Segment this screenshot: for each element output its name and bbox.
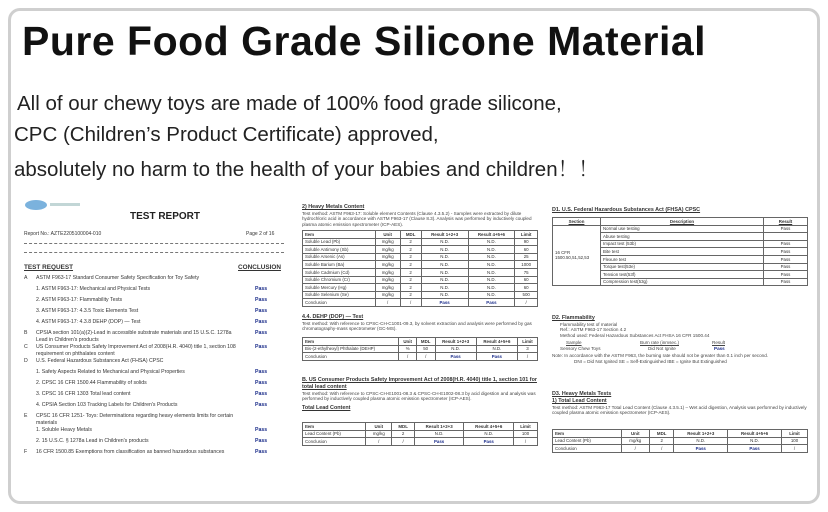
row-letter: B — [24, 330, 28, 336]
table-row — [303, 430, 538, 438]
table-cell: N.D. — [468, 276, 515, 284]
section-heading: 2) Heavy Metals Content — [302, 204, 365, 210]
table-cell: / — [518, 353, 538, 361]
table-header-cell: Section — [553, 218, 601, 226]
table-cell: N.D. — [435, 345, 476, 353]
table-cell: N.D. — [421, 284, 468, 292]
report-row — [24, 330, 288, 343]
table-cell: / — [650, 445, 674, 453]
table-header-cell: Result 4+5+6 — [468, 231, 515, 239]
row-result: Pass — [255, 319, 268, 325]
table-header-cell: Unit — [366, 423, 392, 431]
row-text: CPSIA section 101(a)(2)-Lead in accessible substrate materials and 15 U.S.C. 1278a Lead in Children's products — [36, 330, 232, 343]
table-cell: Torque test(53e) — [601, 263, 764, 271]
report-row — [24, 344, 288, 357]
table-cell: 100 — [781, 437, 807, 445]
table-cell: Soluble Lead (Pb) — [303, 238, 376, 246]
table-cell: Pass — [435, 353, 476, 361]
table-header-cell: Result 1+2+3 — [421, 231, 468, 239]
table-cell: mg/kg — [375, 246, 400, 254]
page-title: Pure Food Grade Silicone Material — [22, 18, 707, 64]
table-cell: Soluble Barium (Ba) — [303, 261, 376, 269]
method-text: Method used: Federal Hazardous Substances Act FHSA 16 CFR 1500.44 — [560, 333, 710, 339]
test-report-page — [20, 195, 290, 475]
results-table — [302, 230, 538, 307]
row-text: ASTM F963-17 Standard Consumer Safety Specification for Toy Safety — [36, 275, 200, 281]
table-row — [303, 345, 538, 353]
subsection-heading: Flammability test of material — [560, 321, 618, 327]
table-cell: Soluble Antimony (Sb) — [303, 246, 376, 254]
table-cell: 75 — [515, 268, 538, 276]
test-method-note: Test method: With reference to CPSC-CH-E1001-08.3 & CPSC-CH-E1002-08.3 by acid digestion and analysis was performed by inductively coupled plasma atomic emission spectrometer (ICP-AES). — [302, 390, 536, 402]
table-cell: 1000 — [515, 261, 538, 269]
divider — [24, 243, 284, 244]
table-cell: Soluble Selenium (Se) — [303, 291, 376, 299]
table-cell: N.D. — [728, 437, 782, 445]
report-row — [24, 427, 288, 436]
row-result: Pass — [255, 297, 268, 303]
table-cell: Lead Content (Pb) — [303, 430, 366, 438]
row-result: Pass — [255, 308, 268, 314]
table-cell: N.D. — [468, 246, 515, 254]
table-cell: / — [366, 438, 392, 446]
table-cell: Pass — [764, 255, 808, 263]
table-cell: Soluble Arsenic (As) — [303, 253, 376, 261]
table-row — [553, 437, 808, 445]
section-heading: D3. Heavy Metals Tests — [552, 391, 612, 397]
table-cell: N.D. — [421, 291, 468, 299]
table-cell: 50 — [416, 345, 435, 353]
table-cell: Conclusion — [303, 438, 366, 446]
row-text: 1. Soluble Heavy Metals — [36, 427, 92, 433]
table-cell: 2 — [400, 238, 421, 246]
table-header-cell: Result 4+5+6 — [728, 430, 782, 438]
table-row — [303, 276, 538, 284]
table-cell: N.D. — [468, 284, 515, 292]
section-heading: 4.4. DEHP (DOP) — Test — [302, 314, 364, 320]
table-cell: % — [399, 345, 416, 353]
table-header-row — [303, 423, 538, 431]
table-cell: Compression test(53g) — [601, 278, 764, 286]
table-header-cell: MDL — [650, 430, 674, 438]
table-cell: Impact test (53b) — [601, 240, 764, 248]
burn-rate-header: Burn rate (inmsec.) — [640, 339, 680, 345]
flammability-note: Note: In accordance with the ASTM F963, the burning rate should not be greater than 0.1 inch per second. — [552, 352, 769, 358]
table-cell: N.D. — [421, 268, 468, 276]
table-cell: Soluble Mercury (Hg) — [303, 284, 376, 292]
row-text: U.S. Federal Hazardous Substances Act (FHSA) CPSC — [36, 358, 164, 364]
table-cell: Pass — [414, 438, 464, 446]
table-cell: Conclusion — [303, 353, 399, 361]
row-result: Pass — [255, 380, 268, 386]
table-cell: mg/kg — [621, 437, 649, 445]
table-cell: 2 — [400, 276, 421, 284]
flammability-legend: DNI = Did Not Ignited SE = Self-Extinguished IBE = Ignite But Extinguished — [574, 358, 727, 364]
table-header-cell: Unit — [621, 430, 649, 438]
row-result: Pass — [255, 286, 268, 292]
table-header-row — [553, 218, 808, 226]
table-cell: Abuse testing — [601, 233, 764, 241]
row-letter: E — [24, 413, 28, 419]
row-result: Pass — [255, 427, 268, 433]
row-result: Pass — [255, 449, 268, 455]
row-text: 3. CPSC 16 CFR 1303 Total lead content — [36, 391, 131, 397]
row-letter: C — [24, 344, 28, 350]
table-header-cell: Result 1+2+3 — [435, 338, 476, 346]
table-header-cell: Unit — [399, 338, 416, 346]
table-cell: Pass — [464, 438, 514, 446]
table-cell: mg/kg — [375, 291, 400, 299]
table-cell: N.D. — [674, 437, 728, 445]
table-cell: N.D. — [421, 246, 468, 254]
table-cell: mg/kg — [375, 238, 400, 246]
table-cell: 90 — [515, 238, 538, 246]
table-header-cell: Limit — [518, 338, 538, 346]
table-cell: 2 — [650, 437, 674, 445]
table-cell: Pass — [674, 445, 728, 453]
table-header-cell: Result — [764, 218, 808, 226]
table-cell: 2 — [400, 268, 421, 276]
table-cell: Pass — [421, 299, 468, 307]
row-result: Pass — [255, 344, 268, 350]
report-title: TEST REPORT — [130, 211, 201, 222]
row-text: 4. ASTM F963-17: 4.3.8 DEHP (DOP) — Test — [36, 319, 141, 325]
table-cell: N.D. — [421, 261, 468, 269]
table-cell: 2 — [400, 261, 421, 269]
table-cell: Pass — [728, 445, 782, 453]
table-header-cell: Limit — [514, 423, 538, 431]
intro-line-1: All of our chewy toys are made of 100% food grade silicone, — [17, 92, 562, 115]
table-cell: / — [621, 445, 649, 453]
table-cell: Conclusion — [303, 299, 376, 307]
row-result: Pass — [255, 330, 268, 336]
reference-text: Ref.: ASTM F963-17 Section 4.2 — [560, 327, 627, 333]
table-row — [303, 253, 538, 261]
report-row — [24, 358, 288, 367]
table-cell: / — [375, 299, 400, 307]
table-cell: N.D. — [421, 253, 468, 261]
results-table — [302, 337, 538, 361]
table-header-cell: Result 4+5+6 — [476, 338, 517, 346]
result-value: Pass — [714, 345, 725, 351]
table-header-cell: Item — [303, 231, 376, 239]
table-cell: 2 — [400, 284, 421, 292]
report-row — [24, 369, 288, 378]
report-row — [24, 308, 288, 317]
table-cell: Pass — [764, 271, 808, 279]
table-cell: 500 — [515, 291, 538, 299]
table-row — [303, 438, 538, 446]
subsection-heading: 1) Total Lead Content — [552, 397, 607, 404]
table-cell: / — [400, 299, 421, 307]
report-row — [24, 286, 288, 295]
report-row — [24, 402, 288, 411]
table-cell: Pass — [764, 278, 808, 286]
table-cell: N.D. — [468, 268, 515, 276]
table-cell: N.D. — [476, 345, 517, 353]
report-row — [24, 449, 288, 458]
table-cell: Flexure test — [601, 255, 764, 263]
table-cell: Conclusion — [553, 445, 622, 453]
report-row — [24, 413, 288, 426]
table-header-cell: Result 1+2+3 — [674, 430, 728, 438]
report-page-number: Page 2 of 16 — [246, 231, 275, 237]
table-header-cell: Item — [303, 338, 399, 346]
table-cell: 3 — [518, 345, 538, 353]
table-cell: N.D. — [421, 238, 468, 246]
table-row — [303, 353, 538, 361]
table-cell: mg/kg — [375, 276, 400, 284]
table-cell: mg/kg — [375, 261, 400, 269]
row-result: Pass — [255, 369, 268, 375]
table-row — [303, 246, 538, 254]
report-row — [24, 438, 288, 447]
table-cell: Normal use testing — [601, 225, 764, 233]
divider — [24, 252, 284, 253]
table-header-cell: Limit — [781, 430, 807, 438]
test-request-heading: TEST REQUEST — [24, 264, 74, 271]
report-row — [24, 297, 288, 306]
row-text: 2. ASTM F963-17: Flammability Tests — [36, 297, 123, 303]
table-cell: Bite test — [601, 248, 764, 256]
table-row — [303, 261, 538, 269]
row-result: Pass — [255, 402, 268, 408]
intro-line-2: CPC (Children’s Product Certificate) approved, — [14, 123, 439, 146]
table-cell: Pass — [764, 225, 808, 233]
table-cell: / — [515, 299, 538, 307]
test-method-note: Test method: ASTM F963-17: Soluble element Contents (Clause 4.3.5.2) - Samples were extracted by dilute hydrochloric acid in accordance with ASTM F963-17 (Clause 8.3). Analysis was performed by inductively coupled plasma atomic emission spectrometer (ICP-AES). — [302, 210, 532, 228]
table-row — [553, 445, 808, 453]
heavy-metals-report-page — [302, 204, 538, 474]
intro-line-3: absolutely no harm to the health of your babies and children！！ — [14, 158, 599, 181]
table-cell: 60 — [515, 246, 538, 254]
table-cell: mg/kg — [375, 253, 400, 261]
row-text: US Consumer Products Safety Improvement Act of 2008(H.R. 4040) title 1, section 108 requirement on phthalates content — [36, 344, 236, 357]
table-cell: Pass — [764, 240, 808, 248]
table-cell — [764, 233, 808, 241]
table-header-cell: Description — [601, 218, 764, 226]
row-text: 2. 15 U.S.C. § 1278a Lead in Children's products — [36, 438, 149, 444]
row-text: 1. ASTM F963-17: Mechanical and Physical Tests — [36, 286, 151, 292]
table-cell: 2 — [400, 291, 421, 299]
row-text: CPSC 16 CFR 1251- Toys: Determinations regarding heavy elements limits for certain materials — [36, 413, 234, 426]
table-row — [553, 225, 808, 233]
sample-value: Sensory Chew Toys — [560, 345, 601, 351]
report-row — [24, 319, 288, 328]
table-row — [303, 284, 538, 292]
table-header-cell: Limit — [515, 231, 538, 239]
table-cell: mg/kg — [375, 284, 400, 292]
section-heading: D1. U.S. Federal Hazardous Substances Act (FHSA) CPSC — [552, 207, 701, 213]
results-table — [552, 429, 808, 453]
table-cell: Soluble Chromium (Cr) — [303, 276, 376, 284]
table-cell: N.D. — [468, 291, 515, 299]
table-cell: Pass — [468, 299, 515, 307]
table-cell: / — [392, 438, 414, 446]
table-header-cell: Item — [553, 430, 622, 438]
table-row — [303, 238, 538, 246]
table-cell: N.D. — [468, 261, 515, 269]
fhsa-report-page — [552, 207, 808, 475]
table-cell: N.D. — [468, 253, 515, 261]
table-header-cell: MDL — [416, 338, 435, 346]
table-cell: N.D. — [464, 430, 514, 438]
row-letter: F — [24, 449, 28, 455]
burn-rate-value: Did Not Ignite — [648, 345, 676, 351]
report-number: Report No.: AZTE2205100004-010 — [24, 231, 102, 237]
row-text: 4. CPSIA Section 103 Tracking Labels for Children's Products — [36, 402, 178, 408]
report-row — [24, 380, 288, 389]
table-cell: 25 — [515, 253, 538, 261]
lab-logo-icon — [24, 198, 82, 212]
table-cell: N.D. — [468, 238, 515, 246]
section-heading: D2. Flammability — [552, 315, 595, 321]
table-cell: / — [416, 353, 435, 361]
sample-header: Sample — [566, 339, 582, 345]
table-cell: 2 — [400, 246, 421, 254]
results-table — [302, 422, 538, 446]
table-header-cell: Unit — [375, 231, 400, 239]
table-cell: 60 — [515, 284, 538, 292]
table-cell: Soluble Cadmium (Cd) — [303, 268, 376, 276]
table-cell: Pass — [476, 353, 517, 361]
fhsa-table — [552, 217, 808, 286]
report-row — [24, 391, 288, 400]
row-letter: D — [24, 358, 28, 364]
table-header-cell: Result 1+2+3 — [414, 423, 464, 431]
row-result: Pass — [255, 438, 268, 444]
table-cell: mg/kg — [366, 430, 392, 438]
table-header-cell: MDL — [400, 231, 421, 239]
section-heading: B. US Consumer Products Safety Improvement Act of 2008(H.R. 4040) title 1, section 101 for total lead content — [302, 377, 537, 390]
table-header-cell: MDL — [392, 423, 414, 431]
row-text: 2. CPSC 16 CFR 1500.44 Flammability of solids — [36, 380, 147, 386]
table-cell: Bis-(2-ethylhexyl) Phthalate (DEHP) — [303, 345, 399, 353]
table-header-cell: Result 4+5+6 — [464, 423, 514, 431]
table-cell: / — [399, 353, 416, 361]
table-row — [303, 268, 538, 276]
conclusion-heading: CONCLUSION — [238, 264, 281, 271]
subsection-heading: Total Lead Content — [302, 404, 351, 411]
table-cell: 60 — [515, 276, 538, 284]
table-cell: 2 — [392, 430, 414, 438]
table-cell: Tension test(53f) — [601, 271, 764, 279]
table-cell: mg/kg — [375, 268, 400, 276]
row-text: 3. ASTM F963-17: 4.3.5 Toxic Elements Test — [36, 308, 139, 314]
table-row — [303, 299, 538, 307]
table-header-cell: Item — [303, 423, 366, 431]
table-cell: N.D. — [414, 430, 464, 438]
table-cell: N.D. — [421, 276, 468, 284]
table-cell: 100 — [514, 430, 538, 438]
test-method-note: Test method: ASTM F963-17 Total Lead Content (Clause 4.3.5.1) – Wet acid digestion, Analysis was performed by inductively coupled plasma atomic emission spectrometer (ICP-AES). — [552, 404, 807, 416]
test-method-note: Test method: With reference to CPSC-CH-C1001-09.3, by solvent extraction and analysis were performed by gas chromatography-mass spectrometer (GC-MS). — [302, 320, 532, 332]
row-text: 1. Safety Aspects Related to Mechanical and Physical Properties — [36, 369, 185, 375]
table-header-row — [553, 430, 808, 438]
row-letter: A — [24, 275, 28, 281]
table-cell: 2 — [400, 253, 421, 261]
row-text: 16 CFR 1500.85 Exemptions from classification as banned hazardous substances — [36, 449, 225, 455]
table-row — [303, 291, 538, 299]
table-cell: Lead Content (Pb) — [553, 437, 622, 445]
table-cell: Pass — [764, 263, 808, 271]
row-result: Pass — [255, 391, 268, 397]
table-cell: / — [514, 438, 538, 446]
result-header: Result — [712, 339, 726, 345]
table-cell: / — [781, 445, 807, 453]
table-header-row — [303, 338, 538, 346]
table-header-row — [303, 231, 538, 239]
report-row — [24, 275, 288, 284]
section-cell: 16 CFR 1500.50,51,52,53 — [553, 225, 601, 286]
table-cell: Pass — [764, 248, 808, 256]
